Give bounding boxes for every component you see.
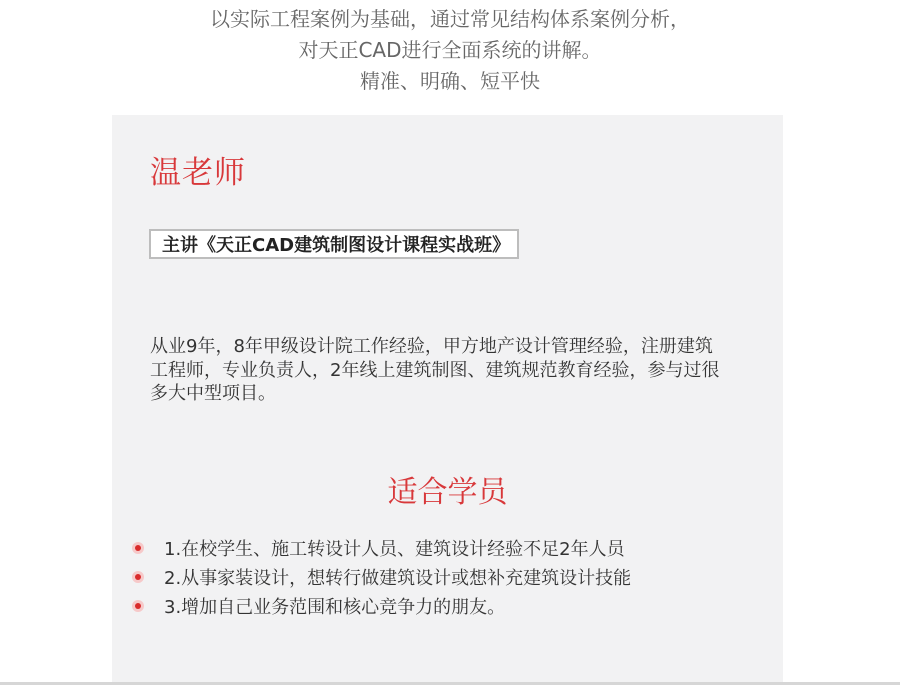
teacher-panel: [112, 115, 783, 685]
course-label: 主讲《天正CAD建筑制图设计课程实战班》: [162, 235, 511, 256]
bullet-dot-icon: [132, 542, 144, 554]
course-label-box: [149, 229, 519, 259]
teacher-bio: [150, 335, 780, 406]
teacher-name: 温老师: [150, 155, 246, 191]
list-item: [132, 562, 631, 591]
audience-item-text: 2.从事家装设计，想转行做建筑设计或想补充建筑设计技能: [164, 567, 632, 589]
intro-line: 以实际工程案例为基础，通过常见结构体系案例分析，: [210, 7, 690, 31]
bio-line: 工程师，专业负责人，2年线上建筑制图、建筑规范教育经验，参与过很: [150, 359, 720, 381]
intro-line: 对天正CAD进行全面系统的讲解。: [298, 38, 602, 62]
bullet-dot-icon: [132, 571, 144, 583]
intro-line: 精准、明确、短平快: [360, 69, 540, 93]
audience-title: 适合学员: [387, 475, 508, 510]
list-item: [132, 591, 631, 620]
bio-line: 从业9年，8年甲级设计院工作经验，甲方地产设计管理经验，注册建筑: [150, 336, 713, 357]
list-item: [132, 533, 631, 562]
bio-line: 多大中型项目。: [150, 383, 276, 404]
course-intro: [0, 4, 900, 97]
audience-item-text: 1.在校学生、施工转设计人员、建筑设计经验不足2年人员: [164, 538, 625, 560]
bullet-dot-icon: [132, 600, 144, 612]
audience-list: [132, 533, 631, 620]
audience-item-text: 3.增加自己业务范围和核心竞争力的朋友。: [164, 596, 506, 618]
